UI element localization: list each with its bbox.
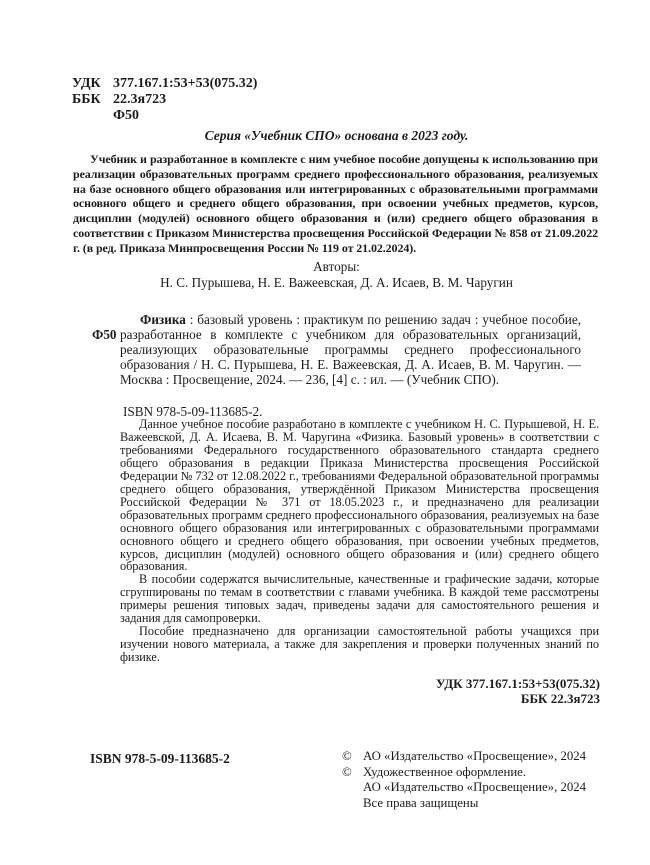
author-sign-code: Ф50 bbox=[113, 108, 140, 123]
author-sign-row bbox=[72, 108, 257, 124]
copyright-block bbox=[342, 749, 586, 811]
copyright-symbol bbox=[342, 796, 363, 812]
copyright-symbol bbox=[342, 780, 363, 796]
authors-block bbox=[73, 259, 600, 291]
footer-classification-codes bbox=[120, 676, 600, 706]
bbk-value: 22.3я723 bbox=[113, 92, 167, 107]
catalog-card-title: Физика bbox=[140, 312, 186, 327]
copyright-line bbox=[342, 796, 586, 812]
series-note: Серия «Учебник СПО» основана в 2023 году. bbox=[204, 128, 469, 143]
approval-paragraph: Учебник и разработанное в комплекте с ним учебное пособие допущены к использованию при реализации образовательных программ среднего профессионального образования, реализуемых на базе основного общего образования или интегрированных с образовательными программами основного общего и среднего общего образования, при освоении учебных предметов, курсов, дисциплин (модулей) основного общего образования и (или) среднего общего образования в соответствии с Приказом Министерства просвещения Российской Федерации № 858 от 21.09.2022 г. (в ред. Приказа Минпросвещения России № 119 от 21.02.2024). bbox=[73, 152, 598, 255]
isbn-bottom: ISBN 978-5-09-113685-2 bbox=[90, 751, 230, 766]
copyright-text: АО «Издательство «Просвещение», 2024 bbox=[363, 749, 587, 763]
annotation-block bbox=[120, 418, 599, 664]
copyright-text: Все права защищены bbox=[363, 795, 479, 810]
annotation-paragraph-2: В пособии содержатся вычислительные, качественные и графические задачи, которые сгруппированы по темам в соответствии с главами учебника. В каждой теме рассмотрены примеры решения типовых задач, приведены задачи для самостоятельного решения и задания для самопроверки. bbox=[120, 572, 599, 626]
udk-label: УДК bbox=[72, 76, 101, 91]
copyright-line bbox=[342, 765, 586, 781]
annotation-paragraph-3: Пособие предназначено для организации самостоятельной работы учащихся при изучении нового материала, а также для закрепления и проверки полученных знаний по физике. bbox=[120, 624, 599, 665]
copyright-symbol: © bbox=[342, 749, 352, 763]
bbk-label: ББК bbox=[72, 92, 101, 107]
authors-heading: Авторы: bbox=[313, 259, 360, 274]
authors-line: Н. С. Пурышева, Н. Е. Важеевская, Д. А. Исаев, В. М. Чаругин bbox=[160, 275, 513, 290]
copyright-line bbox=[342, 780, 586, 796]
catalog-card bbox=[92, 312, 581, 387]
bbk-row bbox=[72, 92, 257, 108]
annotation-paragraph-1: Данное учебное пособие разработано в комплекте с учебником Н. С. Пурышевой, Н. Е. Важеевской, Д. А. Исаева, В. М. Чаругина «Физика. Базовый уровень» в соответствии с требованиями Федерального государственного образовательного стандарта среднего общего образования в редакции Приказа Министерства просвещения Российской Федерации № 732 от 12.08.2022 г., требованиями Федеральной образовательной программы среднего общего образования, утверждённой Приказом Министерства просвещения Российской Федерации № 371 от 18.05.2023 г., и предназначено для реализации образовательных программ среднего профессионального образования, реализуемых на базе основного общего образования или интегрированных с образовательными программами основного общего и среднего общего образования, при освоении учебных предметов, курсов, дисциплин (модулей) основного общего образования и (или) среднего общего образования. bbox=[120, 417, 599, 574]
footer-udk: УДК 377.167.1:53+53(075.32) bbox=[436, 676, 600, 691]
copyright-line bbox=[342, 749, 586, 765]
catalog-card-code: Ф50 bbox=[92, 327, 117, 342]
udk-row bbox=[72, 76, 257, 92]
catalog-card-description: : базовый уровень : практикум по решению задач : учебное пособие, разработанное в комплекте с учебником для образовательных организаций, реализующих образовательные программы среднего профессионального образования / Н. С. Пурышева, Н. Е. Важеевская, Д. А. Исаев, В. М. Чаругин. — Москва : Просвещение, 2024. — 236, [4] с. : ил. — (Учебник СПО). bbox=[120, 312, 581, 387]
copyright-text: АО «Издательство «Просвещение», 2024 bbox=[363, 780, 587, 795]
copyright-symbol: © bbox=[342, 764, 352, 779]
catalog-card-isbn: ISBN 978-5-09-113685-2. bbox=[123, 404, 263, 419]
footer-bbk: ББК 22.3я723 bbox=[520, 691, 600, 706]
classification-codes-block bbox=[72, 76, 257, 124]
copyright-text: Художественное оформление. bbox=[363, 764, 527, 779]
udk-value: 377.167.1:53+53(075.32) bbox=[113, 76, 258, 91]
